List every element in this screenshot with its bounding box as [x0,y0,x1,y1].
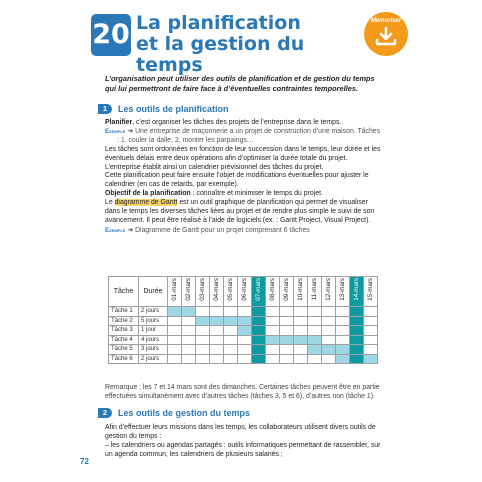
gantt-task-bar-cell [210,316,224,326]
gantt-empty-cell [336,307,350,317]
gantt-empty-cell [294,307,308,317]
paragraph-gantt: Le diagramme de Gantt est un outil graphique de planification qui permet de visualiser dans le temps les diverses tâches liées au projet et de rendre plus simple le suivi de son avancement. Il peut être réalisé à l’aide de logiciels (ex. : Gantt Project, Visual Project). [105,199,375,224]
gantt-task-duration: 4 jours [139,335,168,345]
gantt-row [109,354,378,364]
gantt-empty-cell [182,335,196,345]
gantt-row [109,316,378,326]
gantt-task-bar-cell [364,354,378,364]
gantt-empty-cell [182,345,196,355]
gantt-empty-cell [322,326,336,336]
gantt-date-header: 01-mars [168,277,182,307]
gantt-task-bar-cell [322,345,336,355]
gantt-empty-cell [168,345,182,355]
section-1-heading [98,103,229,115]
gantt-empty-cell [364,335,378,345]
gantt-empty-cell [322,354,336,364]
gantt-sunday-cell [350,316,364,326]
gantt-empty-cell [280,307,294,317]
gantt-empty-cell [364,307,378,317]
memoriser-badge[interactable] [364,12,408,56]
gantt-empty-cell [364,345,378,355]
gantt-empty-cell [182,316,196,326]
gantt-task-name: Tâche 4 [109,335,139,345]
gantt-empty-cell [224,307,238,317]
gantt-task-bar-cell [182,307,196,317]
gantt-date-header: 03-mars [196,277,210,307]
gantt-empty-cell [210,307,224,317]
gantt-empty-cell [168,316,182,326]
section-2-title: Les outils de gestion du temps [118,408,251,418]
gantt-empty-cell [294,316,308,326]
gantt-empty-cell [210,354,224,364]
gantt-task-name: Tâche 6 [109,354,139,364]
gantt-date-header: 14-mars [350,277,364,307]
gantt-sunday-cell [350,354,364,364]
gantt-empty-cell [266,326,280,336]
gantt-empty-cell [308,307,322,317]
gantt-task-bar-cell [280,335,294,345]
gantt-task-duration: 5 jours [139,316,168,326]
section-2-body [105,424,381,460]
gantt-empty-cell [336,316,350,326]
gantt-date-header: 02-mars [182,277,196,307]
gantt-task-duration: 3 jours [139,345,168,355]
paragraph-objective: Objectif de la planification : connaître et minimiser le temps du projet. [105,190,323,198]
gantt-row [109,307,378,317]
gantt-date-header: 10-mars [294,277,308,307]
gantt-task-duration: 2 jours [139,307,168,317]
gantt-empty-cell [238,307,252,317]
gantt-empty-cell [210,326,224,336]
gantt-empty-cell [196,326,210,336]
paragraph-calendar: L’entreprise établit ainsi un calendrier prévisionnel des tâches du projet. [105,163,324,171]
gantt-task-bar-cell [308,335,322,345]
section-2-heading [98,407,250,419]
gantt-empty-cell [280,326,294,336]
gantt-empty-cell [238,354,252,364]
example-1: Exemple ➜ Une entreprise de maçonnerie a un projet de construction d’une maison. Tâches : 1. couler la dalle, 2. monter les parpaings… [105,127,381,144]
gantt-row [109,326,378,336]
planifier-definition: Planifier, c’est organiser les tâches des projets de l’entreprise dans le temps. [105,119,342,126]
gantt-task-bar-cell [168,307,182,317]
gantt-empty-cell [196,335,210,345]
gantt-empty-cell [196,345,210,355]
gantt-task-name: Tâche 1 [109,307,139,317]
gantt-sunday-cell [252,307,266,317]
intro-paragraph: L’organisation peut utiliser des outils de planification et de gestion du temps qui lui permettront de faire face à d’éventuelles contraintes temporelles. [105,74,375,93]
gantt-empty-cell [238,335,252,345]
gantt-empty-cell [168,326,182,336]
gantt-empty-cell [280,354,294,364]
gantt-empty-cell [280,345,294,355]
gantt-sunday-cell [350,335,364,345]
paragraph-shared-calendars: – les calendriers ou agendas partagés : outils informatiques permettant de rassembler, sur un agenda commun, les calendriers de plusieurs salariés ; [105,441,381,458]
gantt-task-bar-cell [196,316,210,326]
gantt-date-header: 08-mars [266,277,280,307]
download-icon [375,27,397,47]
chapter-title [136,13,346,76]
section-2-number: 2 [98,408,112,418]
gantt-sunday-cell [350,345,364,355]
gantt-task-name: Tâche 5 [109,345,139,355]
gantt-empty-cell [294,345,308,355]
gantt-sunday-cell [350,326,364,336]
gantt-row [109,335,378,345]
section-1-title: Les outils de planification [118,104,229,114]
gantt-empty-cell [182,354,196,364]
gantt-task-bar-cell [238,316,252,326]
gantt-sunday-cell [252,335,266,345]
gantt-task-name: Tâche 3 [109,326,139,336]
gantt-sunday-cell [350,307,364,317]
gantt-empty-cell [224,345,238,355]
gantt-empty-cell [182,326,196,336]
gantt-empty-cell [280,316,294,326]
gantt-task-bar-cell [308,345,322,355]
gantt-empty-cell [266,354,280,364]
gantt-task-bar-cell [336,354,350,364]
gantt-date-header: 05-mars [224,277,238,307]
gantt-date-header: 11-mars [308,277,322,307]
gantt-task-duration: 2 jours [139,354,168,364]
gantt-empty-cell [266,316,280,326]
gantt-highlight: diagramme de Gantt [114,199,178,207]
gantt-empty-cell [322,316,336,326]
gantt-empty-cell [224,326,238,336]
gantt-empty-cell [266,345,280,355]
gantt-task-bar-cell [336,345,350,355]
gantt-header-duration: Durée [139,277,168,307]
gantt-empty-cell [238,345,252,355]
gantt-row [109,345,378,355]
gantt-empty-cell [266,307,280,317]
gantt-empty-cell [336,335,350,345]
gantt-empty-cell [196,354,210,364]
paragraph-ordering: Les tâches sont ordonnées en fonction de leur succession dans le temps, leur durée et les éventuels délais entre deux opérations afin d’optimiser la durée totale du projet. [105,145,381,162]
gantt-empty-cell [308,326,322,336]
gantt-empty-cell [224,335,238,345]
gantt-header-task: Tâche [109,277,139,307]
gantt-date-header: 07-mars [252,277,266,307]
chapter-title-line1: La planification [136,12,301,34]
gantt-empty-cell [294,326,308,336]
gantt-task-bar-cell [238,326,252,336]
gantt-sunday-cell [252,354,266,364]
gantt-empty-cell [168,354,182,364]
paragraph-adjust: Cette planification peut faire ensuite l’objet de modifications éventuelles pour ajuster le calendrier (en cas de retards, par exemple). [105,172,369,189]
gantt-task-bar-cell [224,316,238,326]
section-1-body [105,119,381,236]
gantt-task-bar-cell [294,335,308,345]
gantt-remark: Remarque : les 7 et 14 mars sont des dimanches. Certaines tâches peuvent être en partie effectuées simultanément avec d’autres tâches (tâches 3, 5 et 6), d’autres non (tâche 1). [105,384,380,400]
gantt-empty-cell [168,335,182,345]
gantt-empty-cell [364,316,378,326]
gantt-task-duration: 1 jour [139,326,168,336]
gantt-date-header: 04-mars [210,277,224,307]
gantt-empty-cell [336,326,350,336]
memoriser-label: Mémoriser [370,18,402,24]
gantt-task-name: Tâche 2 [109,316,139,326]
gantt-date-header: 13-mars [336,277,350,307]
gantt-date-header: 06-mars [238,277,252,307]
gantt-chart [108,276,378,364]
gantt-empty-cell [308,316,322,326]
gantt-empty-cell [364,326,378,336]
gantt-sunday-cell [252,316,266,326]
gantt-empty-cell [210,345,224,355]
gantt-sunday-cell [252,326,266,336]
section-1-number: 1 [98,104,112,114]
gantt-date-header: 09-mars [280,277,294,307]
gantt-empty-cell [322,335,336,345]
chapter-title-line2: et la gestion du temps [136,33,305,76]
paragraph-time-tools: Afin d’effectuer leurs missions dans les temps, les collaborateurs utilisent divers outils de gestion du temps : [105,424,376,440]
gantt-sunday-cell [252,345,266,355]
example-2: Exemple ➜ Diagramme de Gantt pour un projet comprenant 6 tâches [105,226,310,234]
gantt-date-header: 15-mars [364,277,378,307]
gantt-empty-cell [322,307,336,317]
gantt-date-header: 12-mars [322,277,336,307]
gantt-empty-cell [308,354,322,364]
gantt-empty-cell [294,354,308,364]
chapter-number-badge: 20 [91,14,131,56]
gantt-empty-cell [210,335,224,345]
gantt-task-bar-cell [266,335,280,345]
page-number: 72 [80,457,89,466]
gantt-empty-cell [196,307,210,317]
gantt-empty-cell [224,354,238,364]
